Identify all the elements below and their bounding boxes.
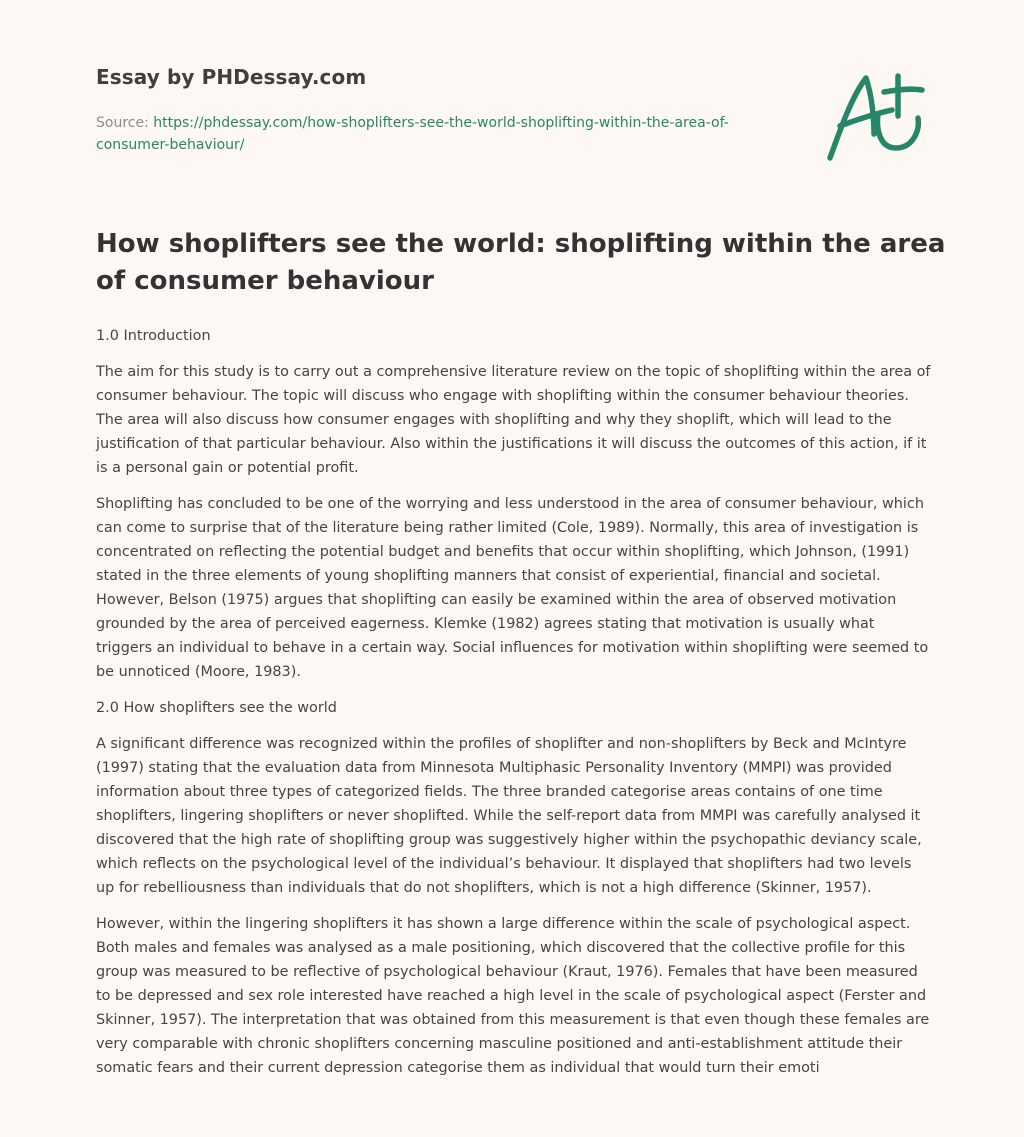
paragraph: A significant difference was recognized within the profiles of shoplifter and non-shoplifters by Beck and McIntyre (1997) stating that the evaluation data from Minnesota Multiphasic Personality Inventory (MMPI) was provided information about three types of categorized fields. The three branded categorise areas contains of one time shoplifters, lingering shoplifters or never shoplifted. While the self-report data from MMPI was carefully analysed it discovered that the high rate of shoplifting group was suggestively higher within the psychopathic deviancy scale, which reflects on the psychological level of the individual’s behaviour. It displayed that shoplifters had two levels up for rebelliousness than individuals that do not shoplifters, which is not a high difference (Skinner, 1957). bbox=[96, 736, 922, 896]
a-plus-logo-icon bbox=[822, 68, 934, 166]
paragraph: The aim for this study is to carry out a comprehensive literature review on the topic of shoplifting within the area of consumer behaviour. The topic will discuss who engage with shoplifting within the consumer behaviour theories. The area will also discuss how consumer engages with shoplifting and why they shoplift, which will lead to the justification of that particular behaviour. Also within the justifications it will discuss the outcomes of this action, if it is a personal gain or potential profit. bbox=[96, 364, 931, 476]
section-heading-introduction: 1.0 Introduction bbox=[96, 328, 211, 344]
paragraph: However, within the lingering shoplifters it has shown a large difference within the scale of psychological aspect. Both males and females was analysed as a male positioning, which discovered that the collective profile for this group was measured to be reflective of psychological behaviour (Kraut, 1976). Females that have been measured to be depressed and sex role interested have reached a high level in the scale of psychological aspect (Ferster and Skinner, 1957). The interpretation that was obtained from this measurement is that even though these females are very comparable with chronic shoplifters concerning masculine positioned and anti-establishment attitude their somatic fears and their current depression categorise them as individual that would turn their emoti bbox=[96, 916, 930, 1076]
source-label: Source: bbox=[96, 115, 149, 131]
paragraph: Shoplifting has concluded to be one of the worrying and less understood in the area of consumer behaviour, which can come to surprise that of the literature being rather limited (Cole, 1989). Normally, this area of investigation is concentrated on reflecting the potential budget and benefits that occur within shoplifting, which Johnson, (1991) stated in the three elements of young shoplifting manners that consist of experiential, financial and societal. However, Belson (1975) argues that shoplifting can easily be examined within the area of observed motivation grounded by the area of perceived eagerness. Klemke (1982) agrees stating that motivation is usually what triggers an individual to behave in a certain way. Social influences for motivation within shoplifting were seemed to be unnoticed (Moore, 1983). bbox=[96, 496, 929, 680]
a-plus-logo bbox=[822, 68, 934, 166]
essay-title: How shoplifters see the world: shoplifting within the area of consumer behaviour bbox=[96, 229, 946, 296]
source-link[interactable]: https://phdessay.com/how-shoplifters-see-the-world-shoplifting-within-the-area-of-consumer-behaviour/ bbox=[96, 115, 729, 153]
essay-body bbox=[96, 324, 932, 1092]
section-heading-how-shoplifters-see-the-world: 2.0 How shoplifters see the world bbox=[96, 700, 337, 716]
source-line bbox=[96, 112, 736, 156]
site-title: Essay by PHDessay.com bbox=[96, 65, 367, 89]
